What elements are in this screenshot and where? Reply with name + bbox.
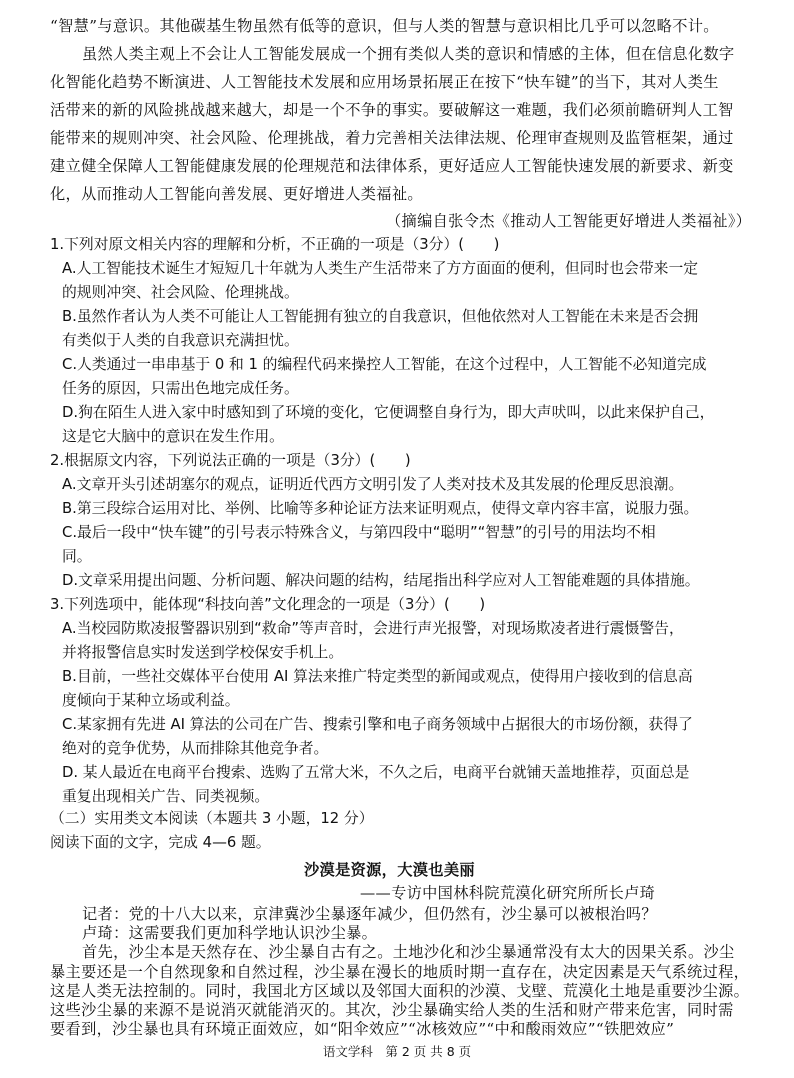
source-citation: （摘编自张令杰《推动人工智能更好增进人类福祉》） (386, 212, 752, 230)
question-option: B.虽然作者认为人类不可能让人工智能拥有独立的自我意识，但他依然对人工智能在未来是否会拥 (62, 308, 699, 325)
article-line: 暴主要还是一个自然现象和自然过程，沙尘暴在漫长的地质时期一直存在，决定因素是天气系统过程， (50, 962, 750, 981)
article-title: 沙漠是资源，大漠也美丽 (304, 861, 475, 879)
question-option: 的规则冲突、社会风险、伦理挑战。 (62, 284, 299, 301)
passage-line: 化，从而推动人工智能向善发展、更好增进人类福祉。 (50, 185, 423, 203)
question-option: 绝对的竞争优势，从而排除其他竞争者。 (62, 740, 329, 757)
question-option: C.人类通过一串串基于 0 和 1 的编程代码来操控人工智能，在这个过程中，人工智能不必知道完成 (62, 356, 707, 373)
question-option: D. 某人最近在电商平台搜索、选购了五常大米，不久之后，电商平台就铺天盖地推荐，页面总是 (62, 764, 690, 781)
passage-line: 建立健全保障人工智能健康发展的伦理规范和法律体系，更好适应人工智能快速发展的新要求、新变 (50, 157, 734, 175)
question-option: B.目前，一些社交媒体平台使用 AI 算法来推广特定类型的新闻或观点，使得用户接收到的信息高 (62, 668, 693, 685)
passage-line: 活带来的新的风险挑战越来越大，却是一个不争的事实。要破解这一难题，我们必须前瞻研判人工智 (50, 101, 734, 119)
article-line: 记者：党的十八大以来，京津冀沙尘暴逐年减少，但仍然有，沙尘暴可以被根治吗？ (82, 905, 657, 923)
question-option: C.某家拥有先进 AI 算法的公司在广告、搜索引擎和电子商务领域中占据很大的市场份额，获得了 (62, 716, 693, 733)
page-footer: 语文学科 第 2 页 共 8 页 (322, 1044, 472, 1059)
question-option: 并将报警信息实时发送到学校保安手机上。 (62, 644, 344, 661)
question-option: D.狗在陌生人进入家中时感知到了环境的变化，它便调整自身行为，即大声吠叫，以此来保护自己， (62, 404, 715, 421)
question-option: B.第三段综合运用对比、举例、比喻等多种论证方法来证明观点，使得文章内容丰富，说服力强。 (62, 500, 699, 517)
question-option: A.文章开头引述胡塞尔的观点，证明近代西方文明引发了人类对技术及其发展的伦理反思浪潮。 (62, 476, 684, 493)
question-option: A.人工智能技术诞生才短短几十年就为人类生产生活带来了方方面面的便利，但同时也会带来一定 (62, 260, 699, 277)
question-option: 有类似于人类的自我意识充满担忧。 (62, 332, 299, 349)
article-line: 这是人类无法控制的。同时，我国北方区域以及邻国大面积的沙漠、戈壁、荒漠化土地是重要沙尘源。 (50, 981, 750, 1000)
question-option: 这是它大脑中的意识在发生作用。 (62, 428, 284, 445)
section-heading: （二）实用类文本阅读（本题共 3 小题，12 分） (50, 810, 374, 827)
article-line: 要看到，沙尘暴也具有环境正面效应，如“阳伞效应”“冰核效应”“中和酸雨效应”“铁肥效应” (50, 1020, 675, 1039)
question-option: 任务的原因，只需出色地完成任务。 (62, 380, 299, 397)
question-2-stem: 2.根据原文内容，下列说法正确的一项是（3分）( ) (50, 452, 411, 469)
question-option: D.文章采用提出问题、分析问题、解决问题的结构，结尾指出科学应对人工智能难题的具体措施。 (62, 572, 700, 589)
question-1-stem: 1.下列对原文相关内容的理解和分析，不正确的一项是（3分）( ) (50, 236, 500, 253)
article-line: 首先，沙尘本是天然存在、沙尘暴自古有之。土地沙化和沙尘暴通常没有太大的因果关系。沙尘 (82, 943, 735, 962)
question-option: A.当校园防欺凌报警器识别到“救命”等声音时，会进行声光报警，对现场欺凌者进行震慑警告， (62, 620, 684, 637)
passage-line: 能带来的规则冲突、社会风险、伦理挑战，着力完善相关法律法规、伦理审查规则及监管框架，通过 (50, 129, 734, 147)
question-option: 同。 (62, 548, 92, 565)
section-instruction: 阅读下面的文字，完成 4—6 题。 (50, 834, 271, 851)
passage-line: “智慧”与意识。其他碳基生物虽然有低等的意识，但与人类的智慧与意识相比几乎可以忽略不计。 (50, 17, 719, 35)
passage-line: 虽然人类主观上不会让人工智能发展成一个拥有类似人类的意识和情感的主体，但在信息化数字 (82, 45, 735, 63)
question-3-stem: 3.下列选项中，能体现“科技向善”文化理念的一项是（3分）( ) (50, 596, 486, 613)
article-line: 这些沙尘暴的来源不是说消灭就能消灭的。其次，沙尘暴确实给人类的生活和财产带来危害，同时需 (50, 1001, 734, 1019)
article-subtitle: ——专访中国林科院荒漠化研究所所长卢琦 (360, 884, 656, 902)
passage-line: 化智能化趋势不断演进、人工智能技术发展和应用场景拓展正在按下“快车键”的当下，其对人类生 (50, 73, 719, 91)
article-line: 卢琦：这需要我们更加科学地认识沙尘暴。 (82, 924, 378, 943)
question-option: 度倾向于某种立场或利益。 (62, 692, 240, 709)
question-option: C.最后一段中“快车键”的引号表示特殊含义，与第四段中“聪明”“智慧”的引号的用法均不相 (62, 524, 656, 541)
question-option: 重复出现相关广告、同类视频。 (62, 788, 270, 805)
